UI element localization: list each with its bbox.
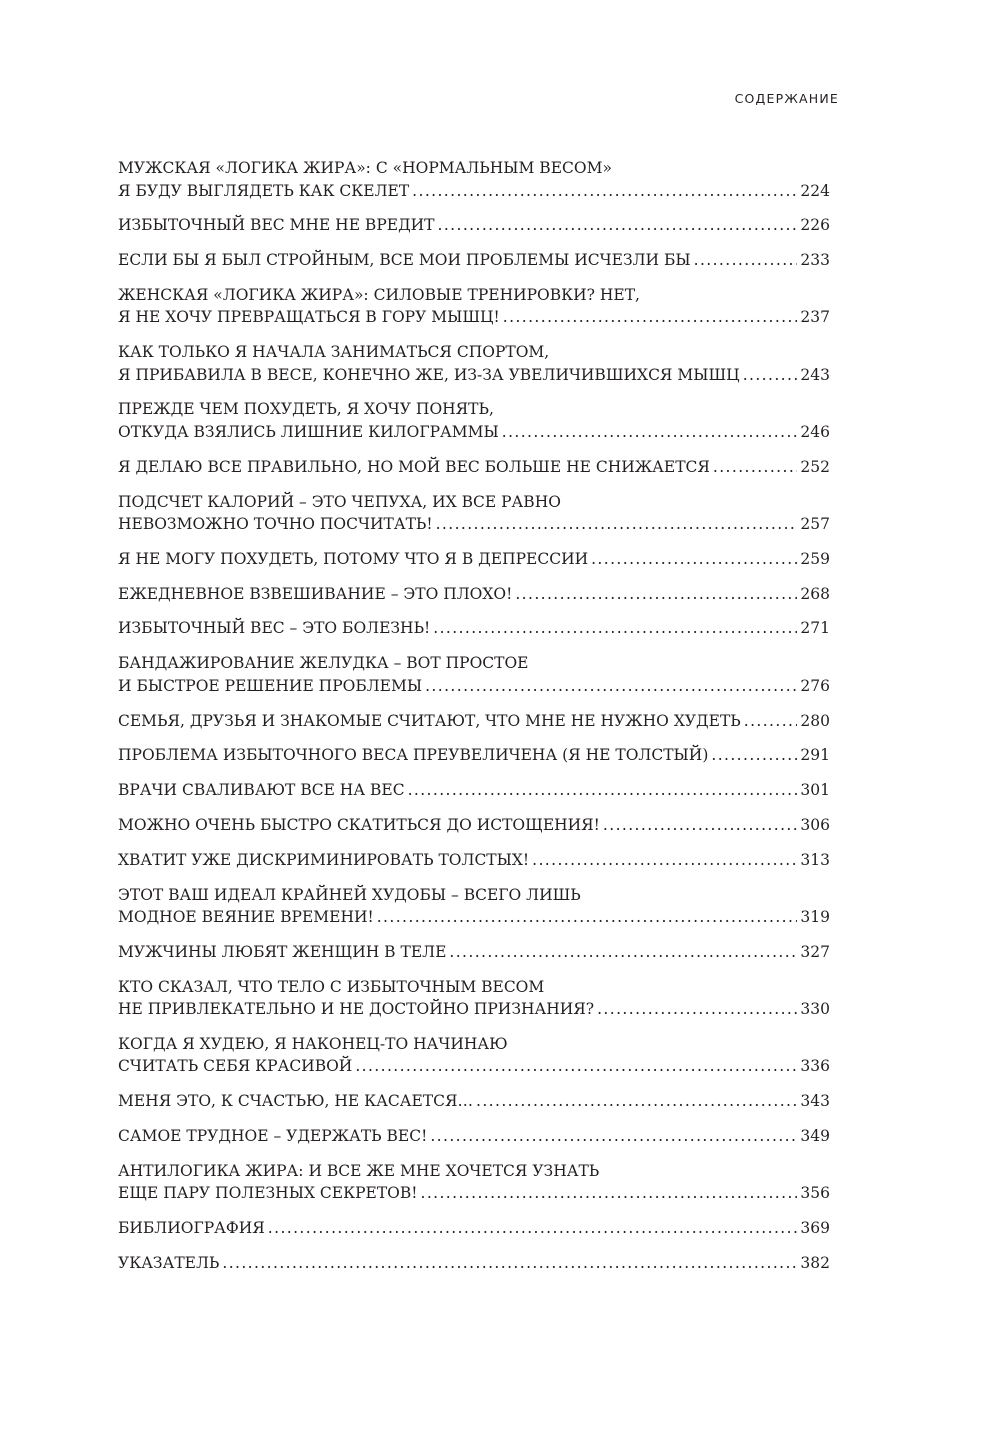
toc-entry-row [118, 214, 830, 237]
toc-entry-title-line: ЕЩЕ ПАРУ ПОЛЕЗНЫХ СЕКРЕТОВ! [118, 1184, 418, 1203]
toc-entry-row [118, 814, 830, 837]
dot-leader [268, 1217, 798, 1240]
toc-entry-row [118, 941, 830, 964]
toc-page-number: 313 [800, 850, 830, 869]
toc-entry[interactable] [118, 976, 830, 1021]
toc-page-number: 237 [800, 308, 830, 327]
toc-entry-row [118, 306, 830, 329]
toc-page-number: 291 [800, 746, 830, 765]
dot-leader [532, 849, 797, 872]
dot-leader [425, 675, 797, 698]
toc-entry-title-line: БАНДАЖИРОВАНИЕ ЖЕЛУДКА – ВОТ ПРОСТОЕ [118, 654, 529, 673]
dot-leader [713, 456, 798, 479]
toc-entry[interactable] [118, 710, 830, 733]
toc-entry-title-line: ПРОБЛЕМА ИЗБЫТОЧНОГО ВЕСА ПРЕУВЕЛИЧЕНА (Я НЕ ТОЛСТЫЙ) [118, 746, 709, 765]
toc-page-number: 327 [800, 942, 830, 961]
toc-entry-title-line: Я ПРИБАВИЛА В ВЕСЕ, КОНЕЧНО ЖЕ, ИЗ-ЗА УВЕЛИЧИВШИХСЯ МЫШЦ [118, 365, 740, 384]
toc-entry[interactable] [118, 1160, 830, 1205]
table-of-contents [118, 157, 830, 1287]
toc-page-number: 257 [800, 515, 830, 534]
dot-leader [515, 583, 797, 606]
toc-entry-title-line: МОЖНО ОЧЕНЬ БЫСТРО СКАТИТЬСЯ ДО ИСТОЩЕНИЯ! [118, 815, 600, 834]
toc-entry-title-line: И БЫСТРОЕ РЕШЕНИЕ ПРОБЛЕМЫ [118, 676, 423, 695]
toc-entry[interactable] [118, 744, 830, 767]
toc-entry[interactable] [118, 1125, 830, 1148]
toc-page-number: 252 [800, 457, 830, 476]
toc-entry[interactable] [118, 456, 830, 479]
dot-leader [222, 1252, 797, 1275]
toc-entry-title-line: МЕНЯ ЭТО, К СЧАСТЬЮ, НЕ КАСАЕТСЯ… [118, 1092, 474, 1111]
toc-entry[interactable] [118, 157, 830, 202]
dot-leader [377, 906, 798, 929]
toc-entry[interactable] [118, 583, 830, 606]
toc-entry[interactable] [118, 341, 830, 386]
toc-entry-row [118, 249, 830, 272]
toc-entry[interactable] [118, 1033, 830, 1078]
running-head: СОДЕРЖАНИЕ [734, 91, 839, 106]
toc-page-number: 280 [800, 711, 830, 730]
toc-entry-title-line: МОДНОЕ ВЕЯНИЕ ВРЕМЕНИ! [118, 908, 374, 927]
toc-entry-row [118, 675, 830, 698]
dot-leader [711, 744, 797, 767]
toc-entry-row [118, 744, 830, 767]
toc-entry-title-line: ОТКУДА ВЗЯЛИСЬ ЛИШНИЕ КИЛОГРАММЫ [118, 422, 499, 441]
toc-entry-row [118, 849, 830, 872]
toc-entry-title-line: ВРАЧИ СВАЛИВАЮТ ВСЕ НА ВЕС [118, 781, 405, 800]
dot-leader [502, 421, 798, 444]
toc-entry[interactable] [118, 814, 830, 837]
toc-entry-title-line: АНТИЛОГИКА ЖИРА: И ВСЕ ЖЕ МНЕ ХОЧЕТСЯ УЗНАТЬ [118, 1161, 600, 1180]
toc-entry-row [118, 710, 830, 733]
toc-entry[interactable] [118, 491, 830, 536]
toc-entry-row [118, 617, 830, 640]
toc-entry-row [118, 1090, 830, 1113]
toc-page-number: 382 [800, 1253, 830, 1272]
toc-entry-row [118, 779, 830, 802]
toc-entry-row [118, 180, 830, 203]
toc-entry-title-line: СЧИТАТЬ СЕБЯ КРАСИВОЙ [118, 1057, 353, 1076]
toc-entry-row [118, 1252, 830, 1275]
toc-entry-title-line: КОГДА Я ХУДЕЮ, Я НАКОНЕЦ-ТО НАЧИНАЮ [118, 1034, 508, 1053]
toc-page-number: 271 [800, 619, 830, 638]
dot-leader [355, 1055, 797, 1078]
toc-page-number: 319 [800, 908, 830, 927]
toc-entry[interactable] [118, 284, 830, 329]
toc-entry-title-line: ПРЕЖДЕ ЧЕМ ПОХУДЕТЬ, Я ХОЧУ ПОНЯТЬ, [118, 400, 494, 419]
toc-page-number: 243 [800, 365, 830, 384]
dot-leader [503, 306, 798, 329]
toc-entry-title-line: НЕВОЗМОЖНО ТОЧНО ПОСЧИТАТЬ! [118, 515, 433, 534]
toc-entry-row [118, 364, 830, 387]
toc-page-number: 306 [800, 815, 830, 834]
toc-page-number: 356 [800, 1184, 830, 1203]
toc-entry[interactable] [118, 849, 830, 872]
dot-leader [597, 998, 797, 1021]
dot-leader [408, 779, 798, 802]
toc-entry-row [118, 513, 830, 536]
toc-entry-title-line: САМОЕ ТРУДНОЕ – УДЕРЖАТЬ ВЕС! [118, 1127, 428, 1146]
toc-entry-title-line: ИЗБЫТОЧНЫЙ ВЕС – ЭТО БОЛЕЗНЬ! [118, 619, 431, 638]
toc-entry-row [118, 1217, 830, 1240]
dot-leader [476, 1090, 797, 1113]
toc-page-number: 369 [800, 1219, 830, 1238]
dot-leader [412, 180, 797, 203]
toc-entry-title-line: Я НЕ МОГУ ПОХУДЕТЬ, ПОТОМУ ЧТО Я В ДЕПРЕССИИ [118, 549, 589, 568]
toc-entry-title-line: УКАЗАТЕЛЬ [118, 1253, 220, 1272]
toc-entry-title-line: ИЗБЫТОЧНЫЙ ВЕС МНЕ НЕ ВРЕДИТ [118, 216, 435, 235]
toc-entry-title-line: ЭТОТ ВАШ ИДЕАЛ КРАЙНЕЙ ХУДОБЫ – ВСЕГО ЛИШЬ [118, 885, 581, 904]
toc-page-number: 330 [800, 1000, 830, 1019]
toc-entry-title-line: КТО СКАЗАЛ, ЧТО ТЕЛО С ИЗБЫТОЧНЫМ ВЕСОМ [118, 977, 545, 996]
toc-entry-title-line: МУЖСКАЯ «ЛОГИКА ЖИРА»: С «НОРМАЛЬНЫМ ВЕСОМ» [118, 159, 612, 177]
toc-page-number: 349 [800, 1127, 830, 1146]
toc-page-number: 343 [800, 1092, 830, 1111]
dot-leader [744, 710, 798, 733]
dot-leader [743, 364, 798, 387]
toc-page-number: 301 [800, 781, 830, 800]
dot-leader [591, 548, 797, 571]
toc-entry-title-line: Я ДЕЛАЮ ВСЕ ПРАВИЛЬНО, НО МОЙ ВЕС БОЛЬШЕ НЕ СНИЖАЕТСЯ [118, 457, 710, 476]
toc-entry[interactable] [118, 1217, 830, 1240]
dot-leader [430, 1125, 797, 1148]
toc-entry-title-line: ПОДСЧЕТ КАЛОРИЙ – ЭТО ЧЕПУХА, ИХ ВСЕ РАВНО [118, 492, 561, 511]
toc-entry[interactable] [118, 548, 830, 571]
dot-leader [603, 814, 797, 837]
dot-leader [436, 513, 798, 536]
dot-leader [694, 249, 798, 272]
toc-entry-row [118, 1182, 830, 1205]
toc-entry-row [118, 548, 830, 571]
toc-entry[interactable] [118, 214, 830, 237]
toc-entry-title-line: ЕСЛИ БЫ Я БЫЛ СТРОЙНЫМ, ВСЕ МОИ ПРОБЛЕМЫ ИСЧЕЗЛИ БЫ [118, 251, 691, 270]
toc-entry-title-line: ХВАТИТ УЖЕ ДИСКРИМИНИРОВАТЬ ТОЛСТЫХ! [118, 850, 530, 869]
toc-entry[interactable] [118, 249, 830, 272]
toc-page-number: 259 [800, 549, 830, 568]
toc-entry-title-line: Я НЕ ХОЧУ ПРЕВРАЩАТЬСЯ В ГОРУ МЫШЦ! [118, 308, 500, 327]
toc-page-number: 246 [800, 422, 830, 441]
dot-leader [438, 214, 798, 237]
toc-entry-row [118, 998, 830, 1021]
toc-entry-title-line: Я БУДУ ВЫГЛЯДЕТЬ КАК СКЕЛЕТ [118, 181, 410, 200]
toc-entry[interactable] [118, 1090, 830, 1113]
toc-entry-row [118, 1125, 830, 1148]
toc-entry[interactable] [118, 1252, 830, 1275]
toc-entry-title-line: ЖЕНСКАЯ «ЛОГИКА ЖИРА»: СИЛОВЫЕ ТРЕНИРОВКИ? НЕТ, [118, 285, 640, 304]
toc-entry-row [118, 456, 830, 479]
toc-page-number: 224 [800, 181, 830, 200]
dot-leader [433, 617, 797, 640]
toc-entry-title-line: КАК ТОЛЬКО Я НАЧАЛА ЗАНИМАТЬСЯ СПОРТОМ, [118, 343, 550, 362]
toc-page-number: 233 [800, 251, 830, 270]
dot-leader [449, 941, 797, 964]
toc-entry-title-line: НЕ ПРИВЛЕКАТЕЛЬНО И НЕ ДОСТОЙНО ПРИЗНАНИЯ? [118, 1000, 595, 1019]
toc-entry-title-line: СЕМЬЯ, ДРУЗЬЯ И ЗНАКОМЫЕ СЧИТАЮТ, ЧТО МНЕ НЕ НУЖНО ХУДЕТЬ [118, 711, 741, 730]
toc-entry[interactable] [118, 652, 830, 697]
toc-entry-row [118, 583, 830, 606]
toc-page-number: 268 [800, 584, 830, 603]
toc-entry-row [118, 1055, 830, 1078]
toc-entry[interactable] [118, 398, 830, 443]
toc-page-number: 276 [800, 676, 830, 695]
toc-entry-title-line: БИБЛИОГРАФИЯ [118, 1219, 265, 1238]
toc-page-number: 336 [800, 1057, 830, 1076]
toc-entry-title-line: МУЖЧИНЫ ЛЮБЯТ ЖЕНЩИН В ТЕЛЕ [118, 942, 447, 961]
toc-entry-row [118, 906, 830, 929]
toc-entry-title-line: ЕЖЕДНЕВНОЕ ВЗВЕШИВАНИЕ – ЭТО ПЛОХО! [118, 584, 513, 603]
toc-entry-row [118, 421, 830, 444]
dot-leader [421, 1182, 798, 1205]
toc-page-number: 226 [800, 216, 830, 235]
toc-entry[interactable] [118, 779, 830, 802]
toc-entry[interactable] [118, 617, 830, 640]
toc-entry[interactable] [118, 941, 830, 964]
toc-entry[interactable] [118, 884, 830, 929]
